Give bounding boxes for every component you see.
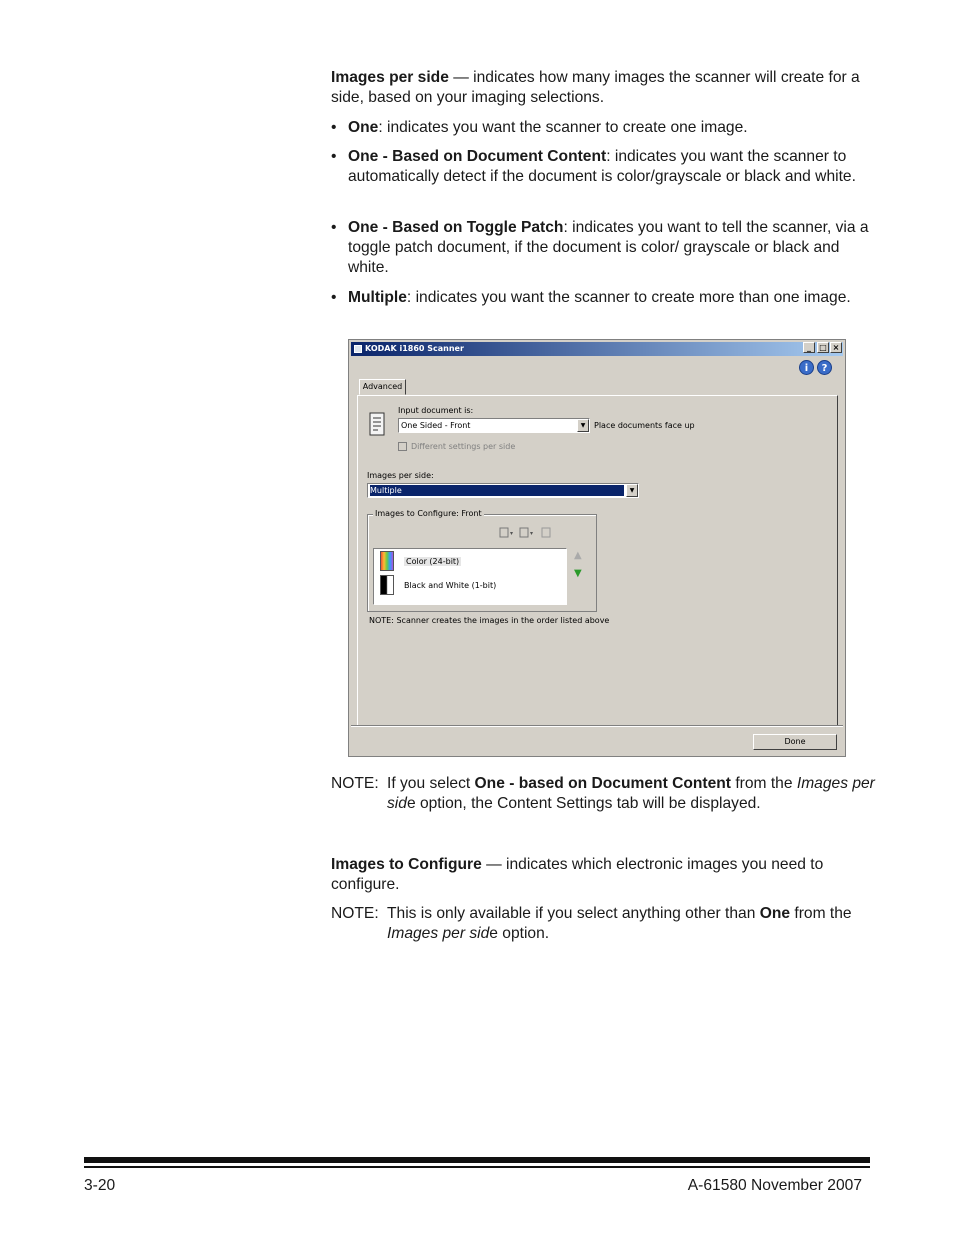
images-per-side-select[interactable]	[367, 483, 639, 498]
divider	[351, 725, 843, 727]
help-icon[interactable]: ?	[817, 360, 832, 375]
bullet-marker: •	[331, 289, 337, 306]
bullet-one	[331, 118, 876, 138]
chevron-down-icon: ▼	[577, 419, 589, 432]
images-to-configure-desc: — indicates which electronic images you need to configure.	[331, 856, 824, 894]
note-text-mid: from the	[730, 775, 797, 792]
bullet-term: One - Based on Toggle Patch	[348, 219, 564, 236]
note-document-content	[331, 774, 876, 814]
bullet-desc: : indicates you want the scanner to automatically detect if the document is color/grayscale or black and white.	[348, 148, 856, 186]
page-number: 3-20	[84, 1177, 116, 1194]
bullet-term: One - Based on Document Content	[348, 148, 607, 165]
document-id: A-61580 November 2007	[687, 1177, 862, 1194]
advanced-panel	[357, 395, 838, 727]
dialog-titlebar	[351, 342, 843, 356]
images-list	[373, 548, 567, 605]
toolbar-icons	[498, 526, 558, 540]
note-text-pre: This is only available if you select anything other than	[387, 905, 760, 922]
about-icon[interactable]: i	[799, 360, 814, 375]
different-settings-label: Different settings per side	[411, 442, 516, 451]
images-per-side-paragraph	[331, 68, 876, 108]
images-per-side-label: Images per side:	[367, 471, 434, 480]
note-images-to-configure	[331, 904, 876, 944]
bullet-term: Multiple	[348, 289, 407, 306]
tab-advanced[interactable]: Advanced	[359, 379, 406, 395]
bullet-marker: •	[331, 219, 337, 236]
bullet-marker: •	[331, 148, 337, 165]
bw-image-icon	[380, 575, 394, 595]
color-image-icon	[380, 551, 394, 571]
images-per-side-value: Multiple	[370, 485, 624, 496]
input-document-select[interactable]	[398, 418, 590, 433]
input-document-label: Input document is:	[398, 406, 474, 415]
images-per-side-term: Images per side	[331, 69, 449, 86]
svg-text:▾: ▾	[510, 530, 514, 537]
images-to-configure-legend: Images to Configure: Front	[375, 509, 482, 518]
bullet-term: One	[348, 119, 379, 136]
note-italic: Images per sid	[387, 925, 490, 943]
note-text-post: e option, the Content Settings tab will be displayed.	[406, 795, 761, 813]
bullet-toggle-patch	[331, 218, 876, 279]
footer-rule-thin	[84, 1166, 870, 1168]
minimize-icon[interactable]: _	[803, 342, 815, 353]
bullet-desc: : indicates you want the scanner to create one image.	[378, 119, 748, 136]
images-to-configure-term: Images to Configure	[331, 856, 482, 873]
place-face-label: Place documents face up	[594, 421, 695, 430]
note-label: NOTE:	[331, 905, 379, 922]
bullet-desc: : indicates you want to tell the scanner, via a toggle patch document, if the document is color/ grayscale or black and white.	[348, 219, 869, 277]
note-bold: One - based on Document Content	[474, 775, 731, 792]
document-icon	[369, 412, 385, 436]
bullet-marker: •	[331, 119, 337, 136]
note-bold: One	[759, 905, 791, 922]
bullet-document-content	[331, 147, 876, 187]
app-icon	[354, 345, 362, 353]
arrow-up-icon[interactable]: ▲	[574, 550, 582, 561]
input-document-value: One Sided - Front	[401, 421, 471, 430]
maximize-icon[interactable]: □	[817, 342, 829, 353]
list-item-bw[interactable]: Black and White (1-bit)	[404, 581, 497, 590]
order-note: NOTE: Scanner creates the images in the order listed above	[369, 616, 610, 625]
done-button[interactable]: Done	[753, 734, 837, 750]
note-text-pre: If you select	[387, 775, 475, 792]
scanner-dialog	[348, 339, 846, 757]
note-text-post: e option.	[489, 925, 550, 943]
images-per-side-desc: — indicates how many images the scanner will create for a side, based on your imaging selections.	[331, 69, 860, 107]
note-text-mid: from the	[790, 905, 852, 922]
dialog-title: KODAK i1860 Scanner	[365, 344, 464, 353]
close-icon[interactable]: ×	[830, 342, 842, 353]
images-to-configure-paragraph	[331, 855, 876, 895]
arrow-down-icon[interactable]: ▼	[574, 568, 582, 579]
note-italic: Images per sid	[387, 775, 875, 813]
note-label: NOTE:	[331, 775, 379, 792]
footer-rule-thick	[84, 1157, 870, 1163]
list-item-color[interactable]: Color (24-bit)	[406, 557, 460, 566]
different-settings-checkbox[interactable]	[398, 442, 407, 451]
bullet-multiple	[331, 288, 876, 308]
chevron-down-icon: ▼	[626, 484, 638, 497]
svg-text:▾: ▾	[530, 530, 534, 537]
bullet-desc: : indicates you want the scanner to create more than one image.	[406, 289, 851, 306]
